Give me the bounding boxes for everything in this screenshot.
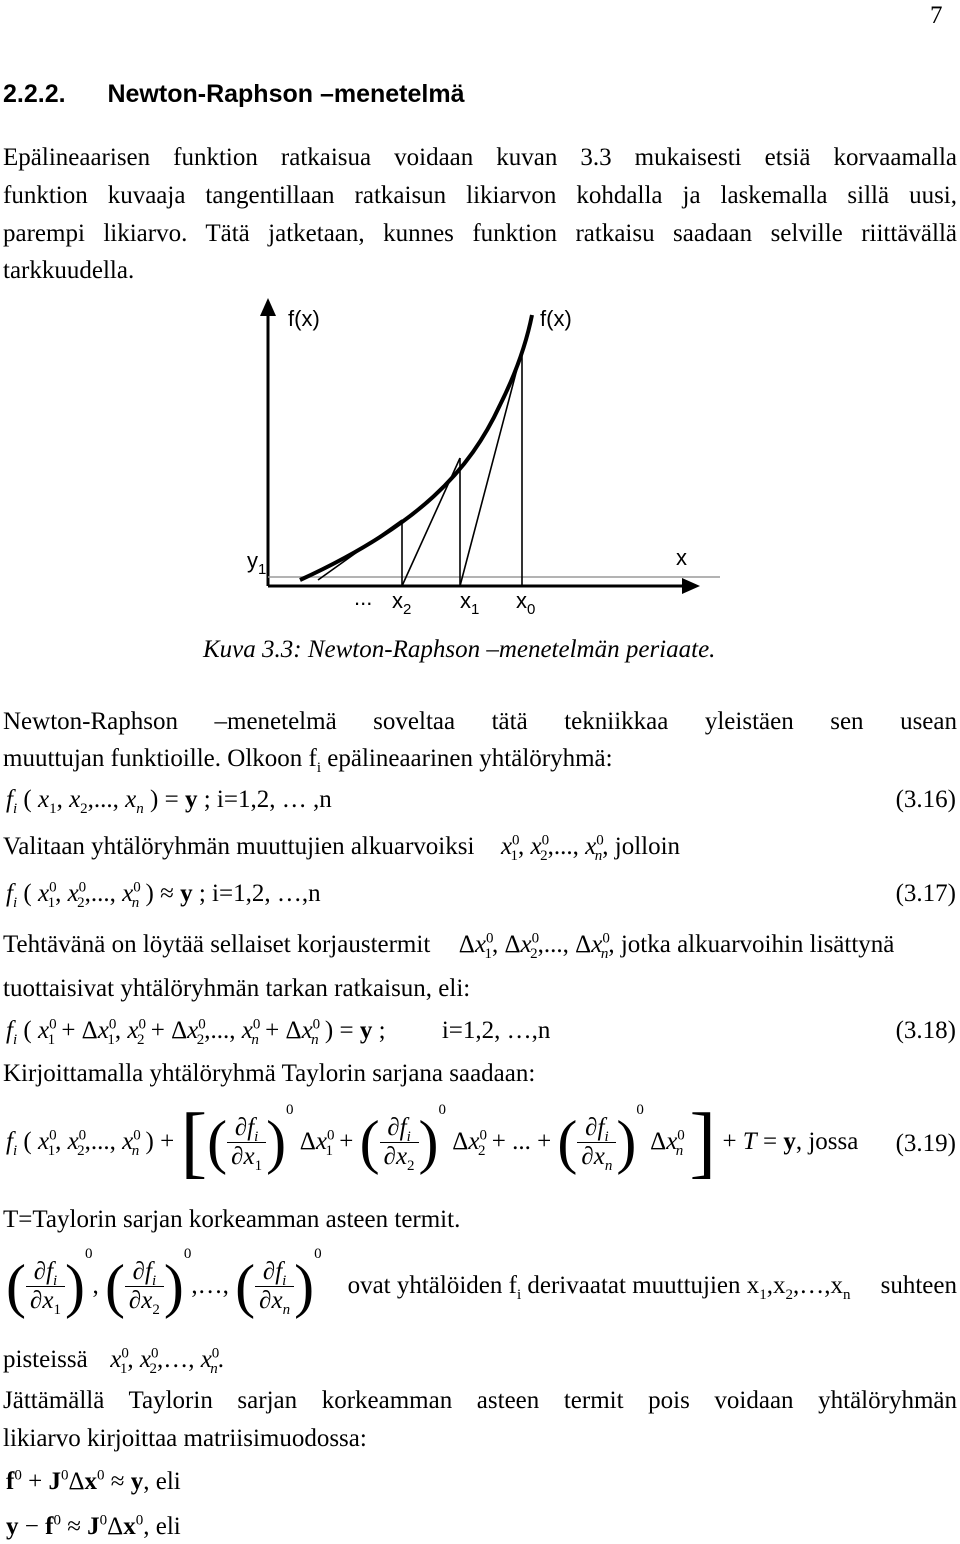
tangent-lines [318,350,522,586]
fx-left-label: f(x) [288,306,320,331]
intro-line-2: funktion kuvaaja tangentillaan ratkaisun likiarvon kohdalla ja laskemalla sillä uusi, [3,182,957,209]
matrix-equation-a: $f^0 + J^0\Delta x^0 \approx y$, eli [6,1467,181,1495]
para2-line-1: Newton-Raphson –menetelmä soveltaa tätä tekniikkaa yleistäen sen usean [3,708,957,735]
line-derivatives: ( $\frac{\partial f_i}{\partial x_1}$ ) 0 , ( $\frac{\partial f_i}{\partial x_2}$ ) 0 ,…, ( $\frac{\partial f_i}{\partial x_n}$ ) 0 ovat yhtälöiden $f_i$ derivaatat muuttujien $x_1,x_2,\dots,x_n$ suhteen [6,1246,957,1319]
equation-3-18: $f_i$ ( $x^0_1 + \Delta x^0_1$, $x^0_2 + \Delta x^0_2$,..., $x^0_n + \Delta x^0_n$ ) = y ; i=1,2, …,n [6,1016,551,1048]
y1-label: $y_1$ [247,548,267,578]
y-axis-arrow [260,298,276,316]
newton-raphson-figure [0,290,960,630]
line-kirjoittamalla: Kirjoittamalla yhtälöryhmä Taylorin sarjana saadaan: [3,1060,536,1087]
x2-label: $x_2$ [392,588,412,618]
intro-line-1: Epälineaarisen funktion ratkaisua voidaan kuvan 3.3 mukaisesti etsiä korvaamalla [3,144,957,171]
x-axis-label: x [676,545,687,570]
equation-3-19: $f_i$ ( $x^0_1$, $x^0_2$,..., $x^0_n$ ) + [ ( $\frac{\partial f_i}{\partial x_1}$ ) 0 $\Delta x^0_1$ + ( $\frac{\partial f_i}{\partial x_2}$ ) 0 $\Delta x^0_2$ + ... + ( $\frac{\partial f_i}{\partial x_n}$ ) 0 $\Delta x^0_n$ ] + T = y, jossa [6,1098,859,1186]
page-number: 7 [930,2,943,29]
line-tuottaisivat: tuottaisivat yhtälöryhmän tarkan ratkaisun, eli: [3,975,471,1002]
intro-line-3: parempi likiarvo. Tätä jatketaan, kunnes funktion ratkaisu saadaan selville riittävällä [3,220,957,247]
x1-label: $x_1$ [460,588,480,618]
fx-right-label: f(x) [540,306,572,331]
dots-label: ... [354,585,373,610]
intro-line-4: tarkkuudella. [3,257,135,284]
line-pisteissa: pisteissä $x^0_1$, $x^0_2,\dots$, $x^0_n$. [3,1345,225,1377]
eq-number-3-19: (3.19) [895,1130,956,1157]
para2-line-2: muuttujan funktioille. Olkoon $f_i$ epälineaarinen yhtälöryhmä: [3,745,613,776]
matrix-equation-b: $y - f^0 \approx J^0\Delta x^0$, eli [6,1512,181,1540]
line-tehtavana: Tehtävänä on löytää sellaiset korjaustermit $\Delta x^0_1$, $\Delta x^0_2$,..., $\Delta x^0_n$, jotka alkuarvoihin lisättynä [3,930,895,962]
section-heading [3,80,464,109]
eq-number-3-17: (3.17) [895,880,956,907]
line-taylor-terms: T=Taylorin sarjan korkeamman asteen termit. [3,1206,461,1233]
section-title: Newton-Raphson –menetelmä [107,80,465,108]
x-axis-arrow [682,578,700,594]
final-line-2: likiarvo kirjoittaa matriisimuodossa: [3,1425,367,1452]
x0-label: $x_0$ [516,588,536,618]
eq-number-3-16: (3.16) [895,786,956,813]
eq-number-3-18: (3.18) [895,1017,956,1044]
equation-3-17: $f_i$ ( $x^0_1$, $x^0_2$,..., $x^0_n$ ) ≈ y ; i=1,2, …,n [6,879,321,911]
equation-3-16: $f_i$ ( $x_1$, $x_2$,..., $x_n$ ) = y ; i=1,2, … ,n [6,786,332,817]
figure-caption: Kuva 3.3: Newton-Raphson –menetelmän periaate. [203,636,716,663]
final-line-1: Jättämällä Taylorin sarjan korkeamman asteen termit pois voidaan yhtälöryhmän [3,1387,957,1414]
section-number: 2.2.2. [3,80,66,108]
line-valitaan: Valitaan yhtälöryhmän muuttujien alkuarvoiksi $x^0_1$, $x^0_2$,..., $x^0_n$, jolloin [3,832,681,864]
